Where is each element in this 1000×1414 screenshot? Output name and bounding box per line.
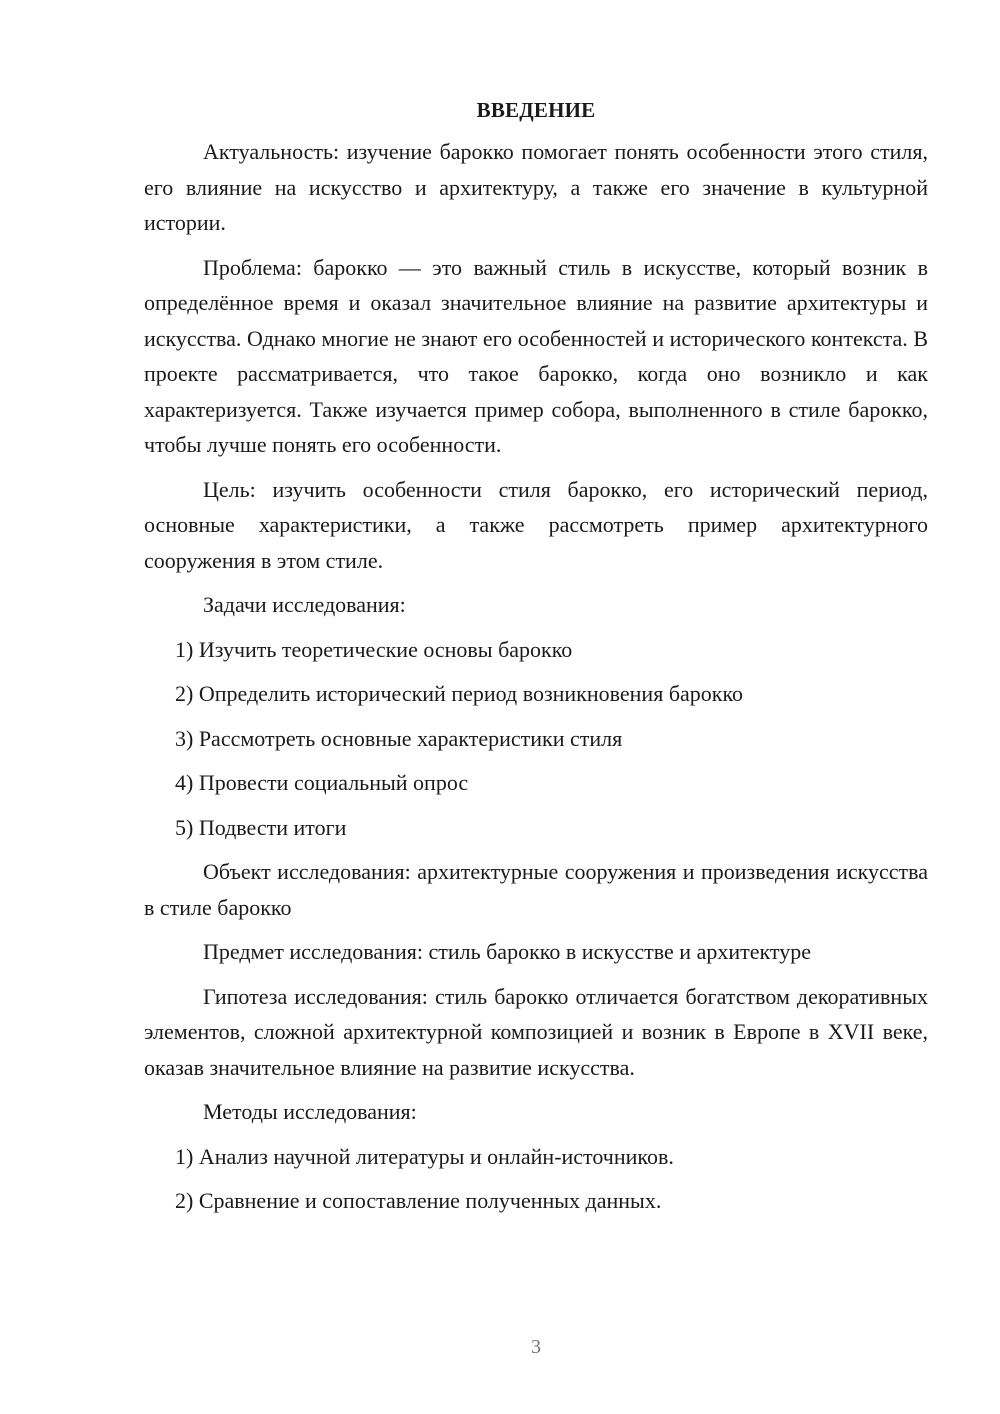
object-paragraph: Объект исследования: архитектурные сооружения и произведения искусства в стиле барокко: [144, 859, 928, 920]
list-item: 1) Изучить теоретические основы барокко: [175, 636, 573, 662]
goal-paragraph: Цель: изучить особенности стиля барокко, его исторический период, основные характеристики, а также рассмотреть пример архитектурного сооружения в этом стиле.: [144, 476, 928, 573]
subject-paragraph: Предмет исследования: стиль барокко в искусстве и архитектуре: [203, 939, 811, 964]
list-item: 3) Рассмотреть основные характеристики стиля: [175, 725, 623, 751]
hypothesis-paragraph: Гипотеза исследования: стиль барокко отличается богатством декоративных элементов, сложной архитектурной композицией и возник в Европе в XVII веке, оказав значительное влияние на развитие искусства.: [144, 983, 928, 1080]
section-title: ВВЕДЕНИЕ: [476, 98, 596, 122]
problem-paragraph: Проблема: барокко — это важный стиль в искусстве, который возник в определённое время и оказал значительное влияние на развитие архитектуры и искусства. Однако многие не знают его особенностей и исторического контекста. В проекте рассматривается, что такое барокко, когда оно возникло и как характеризуется. Также изучается пример собора, выполненного в стиле барокко, чтобы лучше понять его особенности.: [144, 254, 928, 457]
page-content: [144, 93, 928, 1219]
relevance-paragraph: Актуальность: изучение барокко помогает понять особенности этого стиля, его влияние на искусство и архитектуру, а также его значение в культурной истории.: [144, 139, 928, 235]
list-item: 4) Провести социальный опрос: [175, 770, 469, 795]
page-number: 3: [531, 1336, 541, 1358]
tasks-heading: Задачи исследования:: [203, 592, 406, 617]
list-item: 2) Сравнение и сопоставление полученных данных.: [175, 1188, 662, 1213]
list-item: 2) Определить исторический период возникновения барокко: [175, 681, 744, 706]
tasks-list: [144, 632, 928, 846]
methods-list: [144, 1139, 928, 1219]
list-item: 5) Подвести итоги: [175, 814, 347, 840]
list-item: 1) Анализ научной литературы и онлайн-источников.: [175, 1143, 674, 1169]
methods-heading: Методы исследования:: [203, 1099, 417, 1124]
